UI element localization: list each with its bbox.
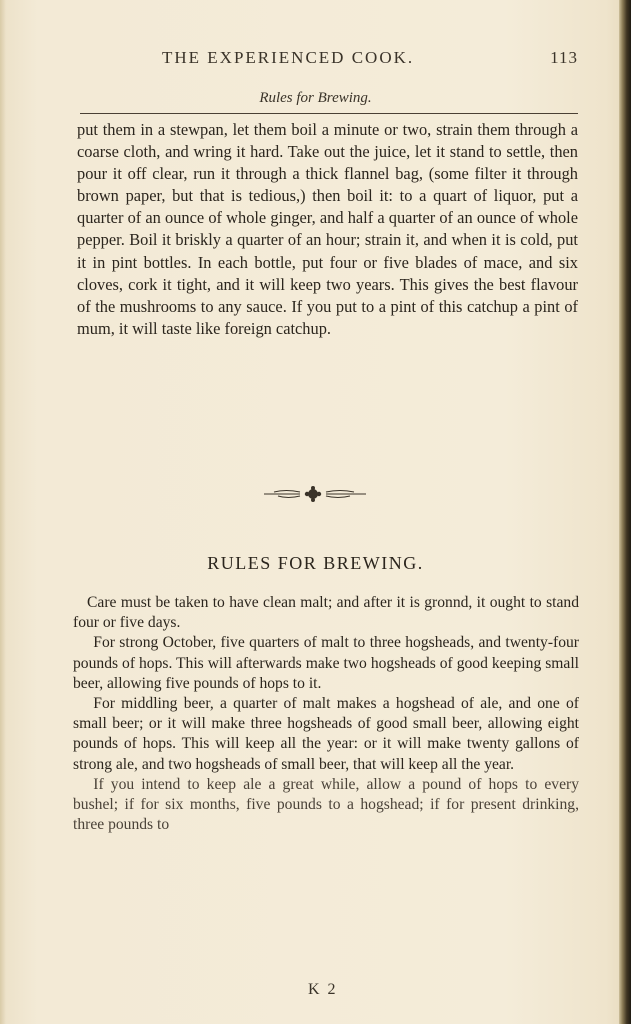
brewing-paragraph: For middling beer, a quarter of malt makes a hogshead of ale, and one of small beer; or it will make three hogsheads of good small beer, allowing eight pounds of hops. This will keep all the year: or it will make twenty gallons of strong ale, and two hogsheads of small beer, that will keep all the year. (73, 695, 579, 773)
running-title: THE EXPERIENCED COOK. (162, 48, 415, 67)
running-head (84, 48, 578, 74)
brewing-text (73, 593, 579, 835)
page-gutter-shadow (0, 0, 6, 1024)
brewing-paragraph: Care must be taken to have clean malt; and after it is gronnd, it ought to stand four or five days. (73, 594, 579, 632)
brewing-paragraph: If you intend to keep ale a great while, allow a pound of hops to every bushel; if for six months, five pounds to a hogshead; if for present drinking, three pounds to (73, 775, 579, 834)
section-caption: Rules for Brewing. (259, 90, 372, 106)
brewing-paragraph: For strong October, five quarters of malt to three hogsheads, and twenty-four pounds of hops. This will afterwards make two hogsheads of good keeping small beer, allowing five pounds of hops to it. (73, 634, 579, 692)
page-edge-shadow (619, 0, 631, 1024)
header-rule (80, 113, 578, 114)
continuation-paragraph: put them in a stewpan, let them boil a minute or two, strain them through a coarse cloth, and wring it hard. Take out the juice, let it stand to settle, then pour it off clear, run it through a thick flannel bag, (some filter it through brown paper, but that is tedious,) then boil it: to a quart of liquor, put a quarter of an ounce of whole ginger, and half a quarter of an ounce of whole pepper. Boil it briskly a quarter of an hour; strain it, and when it is cold, put it in pint bottles. In each bottle, put four or five blades of mace, and six cloves, cork it tight, and it will keep two years. This gives the best flavour of the mushrooms to any sauce. If you put to a pint of this catchup a pint of mum, it will taste like foreign catchup. (77, 120, 578, 338)
section-heading: RULES FOR BREWING. (207, 553, 424, 573)
continuation-text (77, 119, 578, 340)
page-number: 113 (550, 48, 578, 67)
decorative-rule-ornament (260, 484, 370, 504)
signature-mark: K 2 (308, 981, 338, 998)
